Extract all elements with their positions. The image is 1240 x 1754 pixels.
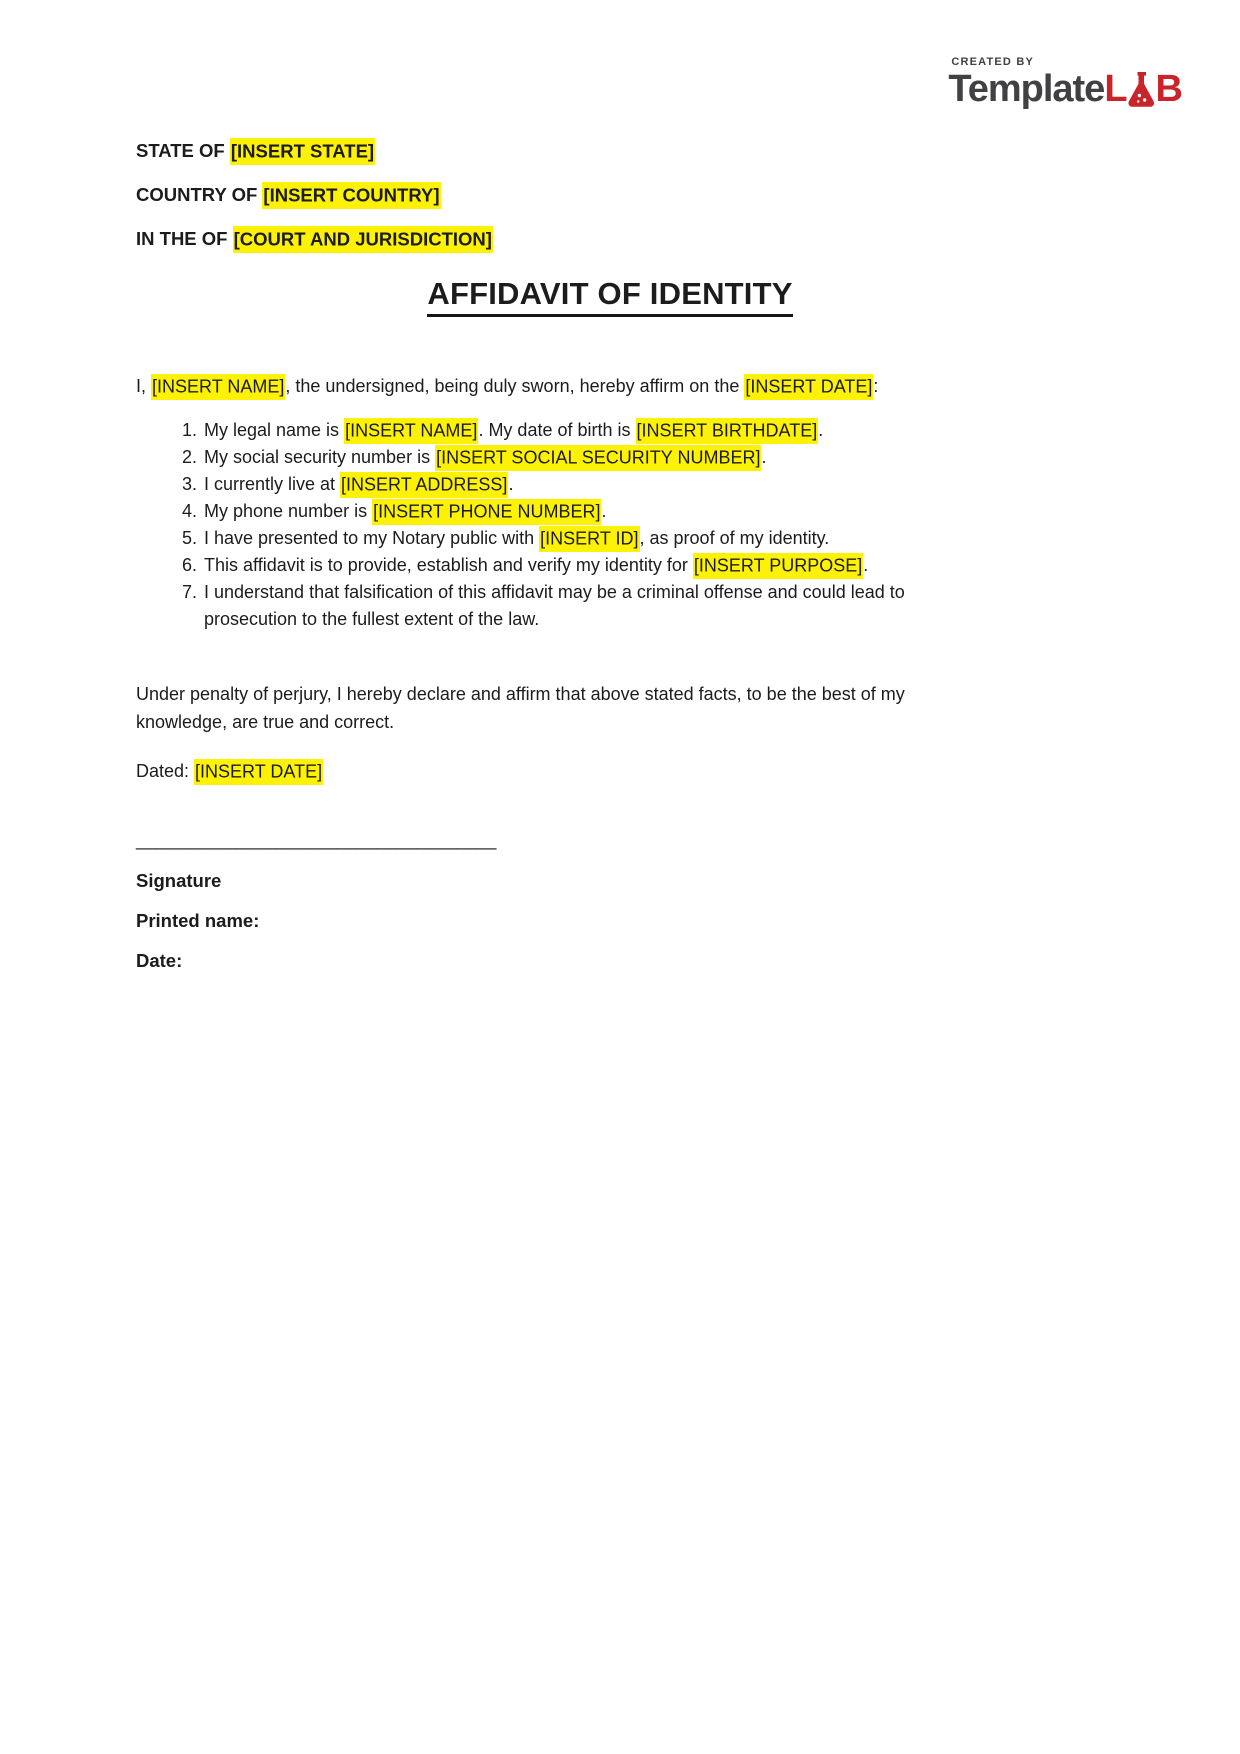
text-run: . My date of birth is [478, 420, 636, 440]
logo-brand-prefix: Template [948, 68, 1105, 110]
logo-lab-l: L [1104, 68, 1127, 110]
text-run: . [508, 474, 514, 494]
text-run: IN THE OF [136, 228, 233, 249]
insert-placeholder: [INSERT COUNTRY] [262, 182, 440, 209]
text-run: . [863, 555, 869, 575]
signature-label: Signature [136, 870, 222, 891]
flask-icon [1126, 71, 1157, 108]
text-run: : [873, 376, 879, 396]
insert-placeholder: [INSERT SOCIAL SECURITY NUMBER] [435, 445, 761, 471]
list-item [202, 579, 942, 633]
text-run: . [761, 447, 767, 467]
text-run: . [601, 501, 607, 521]
insert-placeholder: [INSERT PURPOSE] [693, 553, 863, 579]
logo-lab-b: B [1155, 68, 1182, 110]
text-run: My social security number is [204, 447, 436, 467]
insert-placeholder: [INSERT ADDRESS] [340, 472, 508, 498]
text-run: Dated: [136, 761, 195, 781]
country-of-line [136, 182, 1084, 208]
insert-placeholder: [INSERT NAME] [344, 418, 478, 444]
text-run: , as proof of my identity. [639, 528, 830, 548]
signature-line: ____________________________________ [136, 830, 497, 850]
printed-name-label: Printed name: [136, 910, 260, 931]
logo-brand-lab [1104, 70, 1182, 108]
text-run: I currently live at [204, 474, 341, 494]
insert-placeholder: [COURT AND JURISDICTION] [233, 226, 493, 253]
text-run: COUNTRY OF [136, 184, 263, 205]
insert-placeholder: [INSERT NAME] [151, 374, 285, 400]
text-run: I understand that falsification of this affidavit may be a criminal offense and could lead to prosecution to the fullest extent of the law. [204, 582, 905, 629]
text-run: I, [136, 376, 152, 396]
title-row [136, 276, 1084, 317]
list-item [202, 525, 942, 552]
insert-placeholder: [INSERT DATE] [194, 759, 323, 785]
text-run: This affidavit is to provide, establish and verify my identity for [204, 555, 693, 575]
logo-created-by-text: CREATED BY [951, 56, 1035, 68]
insert-placeholder: [INSERT DATE] [744, 374, 873, 400]
insert-placeholder: [INSERT BIRTHDATE] [636, 418, 819, 444]
document-title: AFFIDAVIT OF IDENTITY [427, 276, 792, 317]
text-run: STATE OF [136, 140, 230, 161]
intro-paragraph [136, 373, 1084, 400]
logo-brand-text [948, 70, 1182, 108]
dated-line [136, 758, 1084, 785]
list-item [202, 498, 942, 525]
document-content [136, 138, 1084, 974]
affidavit-statements-list [136, 417, 942, 633]
text-run: My legal name is [204, 420, 345, 440]
state-of-line [136, 138, 1084, 164]
insert-placeholder: [INSERT PHONE NUMBER] [372, 499, 601, 525]
perjury-declaration-paragraph: Under penalty of perjury, I hereby declare and affirm that above stated facts, to be the best of my knowledge, are true and correct. [136, 684, 905, 732]
date-label: Date: [136, 950, 183, 971]
list-item [202, 471, 942, 498]
text-run: . [818, 420, 824, 440]
court-jurisdiction-line [136, 226, 1084, 252]
insert-placeholder: [INSERT STATE] [230, 138, 375, 165]
templatelab-logo [948, 56, 1182, 108]
list-item [202, 552, 942, 579]
text-run: My phone number is [204, 501, 373, 521]
text-run: I have presented to my Notary public with [204, 528, 540, 548]
text-run: , the undersigned, being duly sworn, hereby affirm on the [285, 376, 745, 396]
list-item [202, 417, 942, 444]
insert-placeholder: [INSERT ID] [539, 526, 639, 552]
list-item [202, 444, 942, 471]
